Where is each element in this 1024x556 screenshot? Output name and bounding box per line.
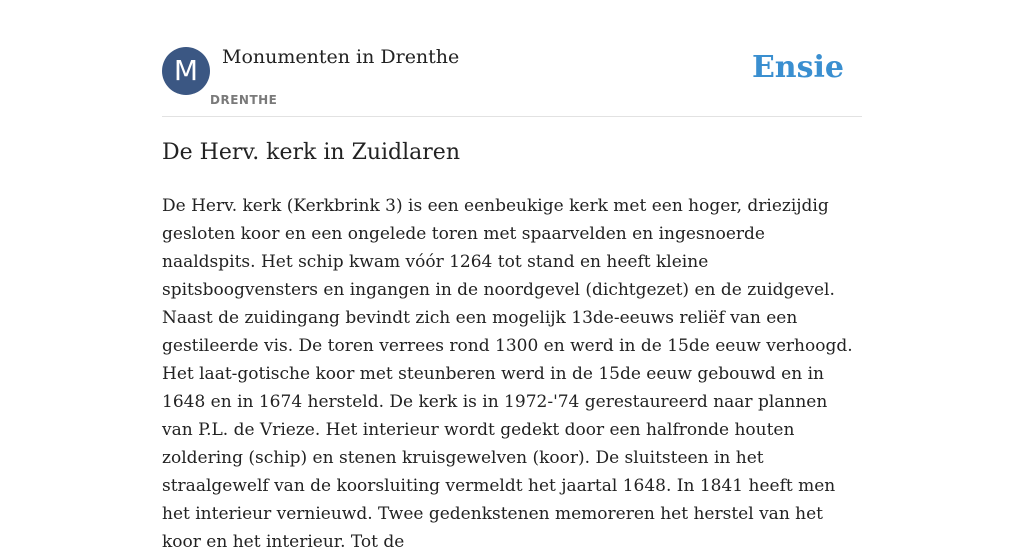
article-body: De Herv. kerk (Kerkbrink 3) is een eenbeukige kerk met een hoger, driezijdig gesloten koor en een ongelede toren met spaarvelden en ingesnoerde naaldspits. Het schip kwam vóór 1264 tot stand en heeft kleine spitsboogvensters en ingangen in de noordgevel (dichtgezet) en de zuidgevel. Naast de zuidingang bevindt zich een mogelijk 13de-eeuws reliëf van een gestileerde vis. De toren verrees rond 1300 en werd in de 15de eeuw verhoogd. Het laat-gotische koor met steunberen werd in de 15de eeuw gebouwd en in 1648 en in 1674 hersteld. De kerk is in 1972-'74 gerestaureerd naar plannen van P.L. de Vrieze. Het interieur wordt gedekt door een halfronde houten zoldering (schip) en stenen kruisgewelven (koor). De sluitsteen in het straalgewelf van de koorsluiting vermeldt het jaartal 1648. In 1841 heeft men het interieur vernieuwd. Twee gedenkstenen memoreren het herstel van het koor en het interieur. Tot de	[162, 196, 853, 552]
category-label[interactable]: DRENTHE	[210, 93, 278, 107]
article-title: De Herv. kerk in Zuidlaren	[162, 140, 460, 165]
book-title-link[interactable]: Monumenten in Drenthe	[222, 46, 460, 68]
brand-logo[interactable]: Ensie	[751, 50, 844, 85]
header	[162, 46, 862, 117]
book-avatar[interactable]: M	[162, 47, 210, 95]
